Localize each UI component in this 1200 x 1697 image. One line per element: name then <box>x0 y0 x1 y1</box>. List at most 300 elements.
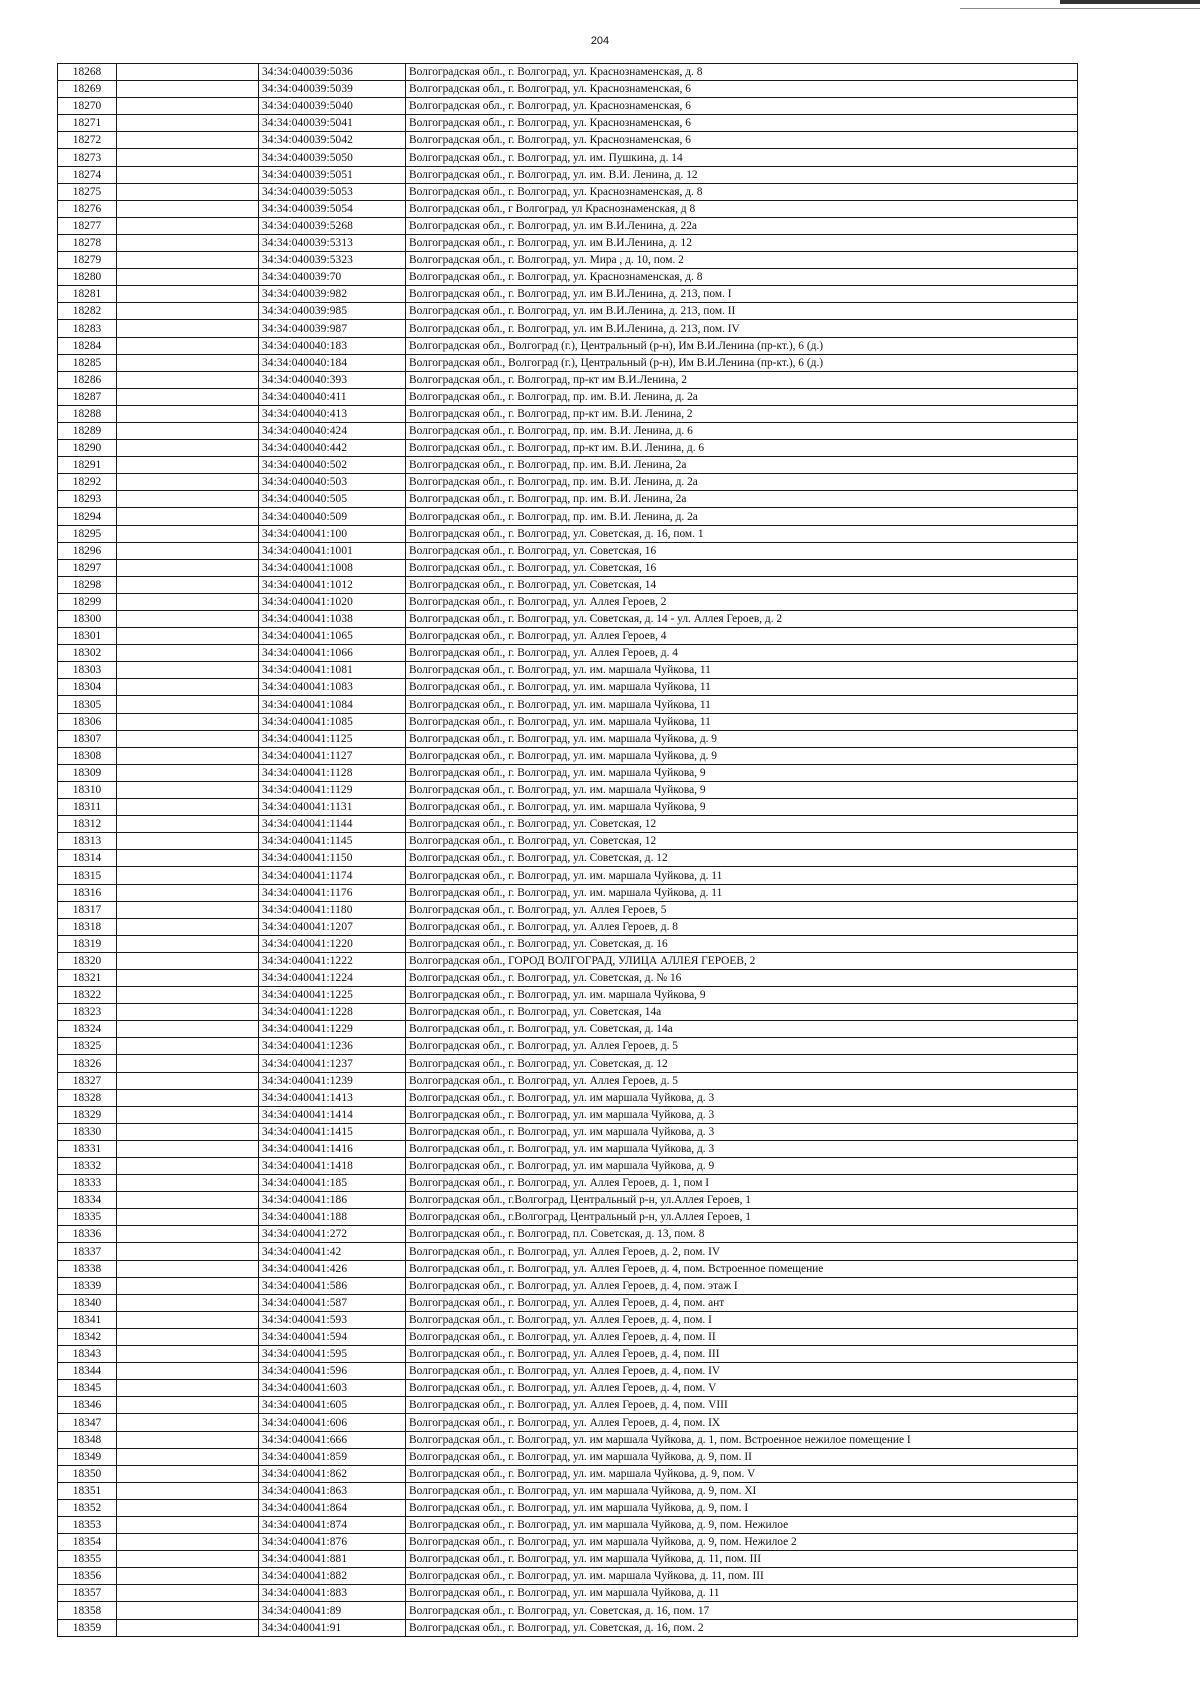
address-cell: Волгоградская обл., г. Волгоград, ул. им. маршала Чуйкова, 11 <box>406 662 1078 679</box>
empty-cell <box>117 987 259 1004</box>
table-row <box>58 1328 1078 1345</box>
cadastral-number-cell: 34:34:040041:876 <box>259 1534 406 1551</box>
row-number-cell: 18353 <box>58 1516 117 1533</box>
table-row <box>58 1397 1078 1414</box>
address-cell: Волгоградская обл., г. Волгоград, ул. Аллея Героев, 2 <box>406 593 1078 610</box>
address-cell: Волгоградская обл., ГОРОД ВОЛГОГРАД, УЛИЦА АЛЛЕЯ ГЕРОЕВ, 2 <box>406 952 1078 969</box>
table-row <box>58 1140 1078 1157</box>
table-row <box>58 559 1078 576</box>
address-cell: Волгоградская обл., г. Волгоград, ул. Краснознаменская, 6 <box>406 81 1078 98</box>
cadastral-number-cell: 34:34:040041:882 <box>259 1568 406 1585</box>
empty-cell <box>117 457 259 474</box>
row-number-cell: 18329 <box>58 1106 117 1123</box>
address-cell: Волгоградская обл., г. Волгоград, ул. Советская, 12 <box>406 816 1078 833</box>
cadastral-number-cell: 34:34:040041:1220 <box>259 935 406 952</box>
row-number-cell: 18312 <box>58 816 117 833</box>
table-row <box>58 1158 1078 1175</box>
cadastral-number-cell: 34:34:040041:1084 <box>259 696 406 713</box>
row-number-cell: 18270 <box>58 98 117 115</box>
empty-cell <box>117 1055 259 1072</box>
row-number-cell: 18356 <box>58 1568 117 1585</box>
empty-cell <box>117 1038 259 1055</box>
address-cell: Волгоградская обл., г. Волгоград, ул. им. маршала Чуйкова, 9 <box>406 764 1078 781</box>
cadastral-number-cell: 34:34:040041:1012 <box>259 576 406 593</box>
empty-cell <box>117 713 259 730</box>
empty-cell <box>117 850 259 867</box>
table-row <box>58 1534 1078 1551</box>
row-number-cell: 18323 <box>58 1004 117 1021</box>
address-cell: Волгоградская обл., г. Волгоград, ул. им. маршала Чуйкова, 11 <box>406 713 1078 730</box>
table-row <box>58 1055 1078 1072</box>
table-row <box>58 1311 1078 1328</box>
address-cell: Волгоградская обл., г. Волгоград, ул. им маршала Чуйкова, д. 9, пом. Нежилое 2 <box>406 1534 1078 1551</box>
table-row <box>58 337 1078 354</box>
cadastral-number-cell: 34:34:040040:505 <box>259 491 406 508</box>
address-cell: Волгоградская обл., г. Волгоград, ул. Аллея Героев, д. 8 <box>406 918 1078 935</box>
row-number-cell: 18303 <box>58 662 117 679</box>
empty-cell <box>117 542 259 559</box>
empty-cell <box>117 1123 259 1140</box>
table-row <box>58 576 1078 593</box>
address-cell: Волгоградская обл., г. Волгоград, ул. Аллея Героев, д. 4, пом. VIII <box>406 1397 1078 1414</box>
address-cell: Волгоградская обл., г. Волгоград, пр-кт им. В.И. Ленина, д. 6 <box>406 440 1078 457</box>
table-row <box>58 1106 1078 1123</box>
address-cell: Волгоградская обл., г. Волгоград, ул. им. маршала Чуйкова, д. 11, пом. III <box>406 1568 1078 1585</box>
empty-cell <box>117 781 259 798</box>
row-number-cell: 18351 <box>58 1482 117 1499</box>
empty-cell <box>117 1619 259 1636</box>
row-number-cell: 18334 <box>58 1192 117 1209</box>
empty-cell <box>117 662 259 679</box>
cadastral-number-cell: 34:34:040041:1236 <box>259 1038 406 1055</box>
empty-cell <box>117 132 259 149</box>
address-cell: Волгоградская обл., г. Волгоград, ул. им. маршала Чуйкова, д. 11 <box>406 884 1078 901</box>
cadastral-number-cell: 34:34:040041:91 <box>259 1619 406 1636</box>
empty-cell <box>117 1346 259 1363</box>
table-row <box>58 764 1078 781</box>
empty-cell <box>117 918 259 935</box>
row-number-cell: 18336 <box>58 1226 117 1243</box>
empty-cell <box>117 1004 259 1021</box>
table-row <box>58 1038 1078 1055</box>
table-row <box>58 679 1078 696</box>
address-cell: Волгоградская обл., г. Волгоград, пр. им. В.И. Ленина, д. 2а <box>406 388 1078 405</box>
cadastral-number-cell: 34:34:040041:1145 <box>259 833 406 850</box>
empty-cell <box>117 303 259 320</box>
cadastral-number-cell: 34:34:040041:594 <box>259 1328 406 1345</box>
row-number-cell: 18331 <box>58 1140 117 1157</box>
cadastral-number-cell: 34:34:040041:587 <box>259 1294 406 1311</box>
empty-cell <box>117 252 259 269</box>
address-cell: Волгоградская обл., г. Волгоград, ул. Советская, 14 <box>406 576 1078 593</box>
cadastral-number-cell: 34:34:040041:1008 <box>259 559 406 576</box>
row-number-cell: 18268 <box>58 64 117 81</box>
empty-cell <box>117 491 259 508</box>
empty-cell <box>117 388 259 405</box>
empty-cell <box>117 1465 259 1482</box>
row-number-cell: 18283 <box>58 320 117 337</box>
table-row <box>58 1465 1078 1482</box>
address-cell: Волгоградская обл., г. Волгоград, ул. им В.И.Ленина, д. 213, пом. II <box>406 303 1078 320</box>
table-row <box>58 1260 1078 1277</box>
table-row <box>58 1209 1078 1226</box>
empty-cell <box>117 1158 259 1175</box>
address-cell: Волгоградская обл., г. Волгоград, ул. им маршала Чуйкова, д. 9, пом. I <box>406 1499 1078 1516</box>
table-row <box>58 1448 1078 1465</box>
address-cell: Волгоградская обл., г. Волгоград, ул. Аллея Героев, д. 4, пом. ант <box>406 1294 1078 1311</box>
table-row <box>58 1072 1078 1089</box>
row-number-cell: 18346 <box>58 1397 117 1414</box>
table-row <box>58 1482 1078 1499</box>
row-number-cell: 18324 <box>58 1021 117 1038</box>
empty-cell <box>117 1192 259 1209</box>
empty-cell <box>117 679 259 696</box>
row-number-cell: 18313 <box>58 833 117 850</box>
table-row <box>58 884 1078 901</box>
empty-cell <box>117 1397 259 1414</box>
table-row <box>58 303 1078 320</box>
row-number-cell: 18297 <box>58 559 117 576</box>
cadastral-number-cell: 34:34:040041:1085 <box>259 713 406 730</box>
table-row <box>58 542 1078 559</box>
cadastral-number-cell: 34:34:040041:1207 <box>259 918 406 935</box>
table-row <box>58 422 1078 439</box>
table-row <box>58 593 1078 610</box>
empty-cell <box>117 593 259 610</box>
address-cell: Волгоградская обл., г. Волгоград, ул. им. маршала Чуйкова, 11 <box>406 679 1078 696</box>
row-number-cell: 18294 <box>58 508 117 525</box>
empty-cell <box>117 166 259 183</box>
address-cell: Волгоградская обл., г. Волгоград, ул. Аллея Героев, д. 4, пом. IX <box>406 1414 1078 1431</box>
cadastral-number-cell: 34:34:040041:1239 <box>259 1072 406 1089</box>
table-row <box>58 474 1078 491</box>
row-number-cell: 18328 <box>58 1089 117 1106</box>
empty-cell <box>117 64 259 81</box>
cadastral-number-cell: 34:34:040041:1228 <box>259 1004 406 1021</box>
row-number-cell: 18300 <box>58 611 117 628</box>
row-number-cell: 18273 <box>58 149 117 166</box>
address-cell: Волгоградская обл., г.Волгоград, Центральный р-н, ул.Аллея Героев, 1 <box>406 1192 1078 1209</box>
table-row <box>58 662 1078 679</box>
cadastral-number-cell: 34:34:040041:100 <box>259 525 406 542</box>
row-number-cell: 18296 <box>58 542 117 559</box>
cadastral-number-cell: 34:34:040041:1131 <box>259 799 406 816</box>
cadastral-number-cell: 34:34:040040:509 <box>259 508 406 525</box>
empty-cell <box>117 115 259 132</box>
row-number-cell: 18274 <box>58 166 117 183</box>
row-number-cell: 18290 <box>58 440 117 457</box>
row-number-cell: 18269 <box>58 81 117 98</box>
address-cell: Волгоградская обл., г. Волгоград, ул. Советская, д. 14 - ул. Аллея Героев, д. 2 <box>406 611 1078 628</box>
row-number-cell: 18284 <box>58 337 117 354</box>
cadastral-number-cell: 34:34:040039:5040 <box>259 98 406 115</box>
empty-cell <box>117 525 259 542</box>
cadastral-number-cell: 34:34:040039:5053 <box>259 183 406 200</box>
row-number-cell: 18321 <box>58 969 117 986</box>
row-number-cell: 18307 <box>58 730 117 747</box>
row-number-cell: 18272 <box>58 132 117 149</box>
empty-cell <box>117 440 259 457</box>
empty-cell <box>117 935 259 952</box>
row-number-cell: 18287 <box>58 388 117 405</box>
address-cell: Волгоградская обл., г. Волгоград, ул. им. маршала Чуйкова, 9 <box>406 781 1078 798</box>
table-row <box>58 405 1078 422</box>
table-row <box>58 1431 1078 1448</box>
cadastral-number-cell: 34:34:040041:1176 <box>259 884 406 901</box>
cadastral-number-cell: 34:34:040041:864 <box>259 1499 406 1516</box>
row-number-cell: 18354 <box>58 1534 117 1551</box>
address-cell: Волгоградская обл., Волгоград (г.), Центральный (р-н), Им В.И.Ленина (пр-кт.), 6 (д.) <box>406 354 1078 371</box>
address-cell: Волгоградская обл., г. Волгоград, ул. Советская, д. 16, пом. 2 <box>406 1619 1078 1636</box>
empty-cell <box>117 1534 259 1551</box>
table-row <box>58 1516 1078 1533</box>
empty-cell <box>117 1294 259 1311</box>
cadastral-number-cell: 34:34:040039:5050 <box>259 149 406 166</box>
cadastral-number-cell: 34:34:040041:1415 <box>259 1123 406 1140</box>
table-row <box>58 696 1078 713</box>
address-cell: Волгоградская обл., г. Волгоград, ул. Аллея Героев, д. 4, пом. III <box>406 1346 1078 1363</box>
empty-cell <box>117 1380 259 1397</box>
row-number-cell: 18271 <box>58 115 117 132</box>
address-cell: Волгоградская обл., г. Волгоград, ул. им В.И.Ленина, д. 22а <box>406 217 1078 234</box>
empty-cell <box>117 320 259 337</box>
empty-cell <box>117 952 259 969</box>
cadastral-number-cell: 34:34:040040:183 <box>259 337 406 354</box>
scan-edge-line <box>960 8 1200 9</box>
cadastral-number-cell: 34:34:040040:393 <box>259 371 406 388</box>
address-cell: Волгоградская обл., г. Волгоград, ул. им маршала Чуйкова, д. 3 <box>406 1140 1078 1157</box>
empty-cell <box>117 833 259 850</box>
row-number-cell: 18355 <box>58 1551 117 1568</box>
address-cell: Волгоградская обл., г Волгоград, ул Краснознаменская, д 8 <box>406 200 1078 217</box>
empty-cell <box>117 611 259 628</box>
empty-cell <box>117 1021 259 1038</box>
empty-cell <box>117 371 259 388</box>
table-row <box>58 1568 1078 1585</box>
row-number-cell: 18345 <box>58 1380 117 1397</box>
cadastral-number-cell: 34:34:040041:272 <box>259 1226 406 1243</box>
table-row <box>58 166 1078 183</box>
table-row <box>58 457 1078 474</box>
row-number-cell: 18337 <box>58 1243 117 1260</box>
empty-cell <box>117 354 259 371</box>
row-number-cell: 18347 <box>58 1414 117 1431</box>
table-row <box>58 115 1078 132</box>
row-number-cell: 18344 <box>58 1363 117 1380</box>
address-cell: Волгоградская обл., г. Волгоград, ул. Аллея Героев, д. 4 <box>406 645 1078 662</box>
cadastral-number-cell: 34:34:040040:442 <box>259 440 406 457</box>
table-row <box>58 1192 1078 1209</box>
cadastral-number-cell: 34:34:040041:595 <box>259 1346 406 1363</box>
empty-cell <box>117 1106 259 1123</box>
empty-cell <box>117 234 259 251</box>
empty-cell <box>117 286 259 303</box>
table-row <box>58 1346 1078 1363</box>
table-row <box>58 1123 1078 1140</box>
address-cell: Волгоградская обл., г. Волгоград, ул. Аллея Героев, д. 4, пом. этаж I <box>406 1277 1078 1294</box>
cadastral-number-cell: 34:34:040040:411 <box>259 388 406 405</box>
address-cell: Волгоградская обл., г. Волгоград, ул. Краснознаменская, д. 8 <box>406 269 1078 286</box>
cadastral-number-cell: 34:34:040041:188 <box>259 1209 406 1226</box>
table-row <box>58 1619 1078 1636</box>
address-cell: Волгоградская обл., г. Волгоград, пр. им. В.И. Ленина, д. 6 <box>406 422 1078 439</box>
table-row <box>58 1380 1078 1397</box>
address-cell: Волгоградская обл., г. Волгоград, ул. Краснознаменская, д. 8 <box>406 64 1078 81</box>
row-number-cell: 18341 <box>58 1311 117 1328</box>
address-cell: Волгоградская обл., г. Волгоград, ул. Аллея Героев, 4 <box>406 628 1078 645</box>
row-number-cell: 18338 <box>58 1260 117 1277</box>
row-number-cell: 18325 <box>58 1038 117 1055</box>
empty-cell <box>117 816 259 833</box>
empty-cell <box>117 1363 259 1380</box>
address-cell: Волгоградская обл., г. Волгоград, ул. им. В.И. Ленина, д. 12 <box>406 166 1078 183</box>
empty-cell <box>117 1089 259 1106</box>
cadastral-number-cell: 34:34:040041:1144 <box>259 816 406 833</box>
address-cell: Волгоградская обл., г. Волгоград, ул. им маршала Чуйкова, д. 11 <box>406 1585 1078 1602</box>
cadastral-number-cell: 34:34:040041:593 <box>259 1311 406 1328</box>
table-row <box>58 1243 1078 1260</box>
table-row <box>58 1175 1078 1192</box>
cadastral-number-cell: 34:34:040041:859 <box>259 1448 406 1465</box>
table-row <box>58 799 1078 816</box>
empty-cell <box>117 696 259 713</box>
empty-cell <box>117 1328 259 1345</box>
address-cell: Волгоградская обл., г. Волгоград, ул. Советская, 16 <box>406 542 1078 559</box>
row-number-cell: 18327 <box>58 1072 117 1089</box>
table-row <box>58 252 1078 269</box>
cadastral-number-cell: 34:34:040041:1225 <box>259 987 406 1004</box>
address-cell: Волгоградская обл., г. Волгоград, ул. Краснознаменская, 6 <box>406 132 1078 149</box>
table-row <box>58 935 1078 952</box>
address-cell: Волгоградская обл., г. Волгоград, ул. им. маршала Чуйкова, д. 9, пом. V <box>406 1465 1078 1482</box>
address-cell: Волгоградская обл., г. Волгоград, ул. Аллея Героев, д. 4, пом. IV <box>406 1363 1078 1380</box>
address-cell: Волгоградская обл., г. Волгоград, ул. Краснознаменская, д. 8 <box>406 183 1078 200</box>
row-number-cell: 18350 <box>58 1465 117 1482</box>
cadastral-number-cell: 34:34:040041:1222 <box>259 952 406 969</box>
empty-cell <box>117 576 259 593</box>
table-row <box>58 388 1078 405</box>
cadastral-number-cell: 34:34:040040:413 <box>259 405 406 422</box>
empty-cell <box>117 183 259 200</box>
table-row <box>58 269 1078 286</box>
table-row <box>58 234 1078 251</box>
address-cell: Волгоградская обл., г. Волгоград, ул. им. маршала Чуйкова, 9 <box>406 987 1078 1004</box>
table-row <box>58 354 1078 371</box>
cadastral-number-cell: 34:34:040041:603 <box>259 1380 406 1397</box>
empty-cell <box>117 1140 259 1157</box>
address-cell: Волгоградская обл., г. Волгоград, ул. им маршала Чуйкова, д. 3 <box>406 1089 1078 1106</box>
cadastral-number-cell: 34:34:040041:1081 <box>259 662 406 679</box>
empty-cell <box>117 149 259 166</box>
row-number-cell: 18320 <box>58 952 117 969</box>
address-cell: Волгоградская обл., г. Волгоград, ул. Аллея Героев, д. 4, пом. I <box>406 1311 1078 1328</box>
row-number-cell: 18289 <box>58 422 117 439</box>
row-number-cell: 18316 <box>58 884 117 901</box>
row-number-cell: 18295 <box>58 525 117 542</box>
cadastral-register-table <box>57 63 1078 1637</box>
row-number-cell: 18322 <box>58 987 117 1004</box>
address-cell: Волгоградская обл., г. Волгоград, ул. Аллея Героев, д. 4, пом. II <box>406 1328 1078 1345</box>
row-number-cell: 18292 <box>58 474 117 491</box>
row-number-cell: 18301 <box>58 628 117 645</box>
cadastral-number-cell: 34:34:040041:1065 <box>259 628 406 645</box>
address-cell: Волгоградская обл., г. Волгоград, ул. им. Пушкина, д. 14 <box>406 149 1078 166</box>
address-cell: Волгоградская обл., г. Волгоград, ул. Советская, 12 <box>406 833 1078 850</box>
row-number-cell: 18280 <box>58 269 117 286</box>
cadastral-number-cell: 34:34:040041:1066 <box>259 645 406 662</box>
cadastral-number-cell: 34:34:040039:70 <box>259 269 406 286</box>
address-cell: Волгоградская обл., г. Волгоград, ул. им В.И.Ленина, д. 213, пом. IV <box>406 320 1078 337</box>
table-row <box>58 1226 1078 1243</box>
empty-cell <box>117 200 259 217</box>
row-number-cell: 18299 <box>58 593 117 610</box>
address-cell: Волгоградская обл., г. Волгоград, ул. им маршала Чуйкова, д. 9 <box>406 1158 1078 1175</box>
address-cell: Волгоградская обл., г. Волгоград, ул. им маршала Чуйкова, д. 11, пом. III <box>406 1551 1078 1568</box>
cadastral-number-cell: 34:34:040041:883 <box>259 1585 406 1602</box>
address-cell: Волгоградская обл., г. Волгоград, ул. Советская, д. 16, пом. 17 <box>406 1602 1078 1619</box>
row-number-cell: 18293 <box>58 491 117 508</box>
cadastral-number-cell: 34:34:040040:424 <box>259 422 406 439</box>
empty-cell <box>117 508 259 525</box>
row-number-cell: 18349 <box>58 1448 117 1465</box>
address-cell: Волгоградская обл., г. Волгоград, пр. им. В.И. Ленина, д. 2а <box>406 508 1078 525</box>
address-cell: Волгоградская обл., г. Волгоград, ул. им маршала Чуйкова, д. 9, пом. XI <box>406 1482 1078 1499</box>
row-number-cell: 18304 <box>58 679 117 696</box>
address-cell: Волгоградская обл., г. Волгоград, пр. им. В.И. Ленина, д. 2а <box>406 474 1078 491</box>
row-number-cell: 18288 <box>58 405 117 422</box>
table-row <box>58 1414 1078 1431</box>
cadastral-number-cell: 34:34:040041:1001 <box>259 542 406 559</box>
address-cell: Волгоградская обл., г.Волгоград, Центральный р-н, ул.Аллея Героев, 1 <box>406 1209 1078 1226</box>
address-cell: Волгоградская обл., г. Волгоград, ул. Советская, д. 12 <box>406 1055 1078 1072</box>
address-cell: Волгоградская обл., г. Волгоград, пр. им. В.И. Ленина, 2а <box>406 491 1078 508</box>
address-cell: Волгоградская обл., г. Волгоград, пл. Советская, д. 13, пом. 8 <box>406 1226 1078 1243</box>
row-number-cell: 18319 <box>58 935 117 952</box>
row-number-cell: 18306 <box>58 713 117 730</box>
empty-cell <box>117 1277 259 1294</box>
table-row <box>58 320 1078 337</box>
row-number-cell: 18309 <box>58 764 117 781</box>
address-cell: Волгоградская обл., г. Волгоград, ул. Аллея Героев, д. 2, пом. IV <box>406 1243 1078 1260</box>
table-row <box>58 440 1078 457</box>
cadastral-number-cell: 34:34:040041:862 <box>259 1465 406 1482</box>
empty-cell <box>117 747 259 764</box>
row-number-cell: 18291 <box>58 457 117 474</box>
empty-cell <box>117 269 259 286</box>
row-number-cell: 18285 <box>58 354 117 371</box>
cadastral-number-cell: 34:34:040041:1020 <box>259 593 406 610</box>
table-row <box>58 217 1078 234</box>
empty-cell <box>117 645 259 662</box>
page-number: 204 <box>590 35 610 47</box>
table-row <box>58 1363 1078 1380</box>
row-number-cell: 18333 <box>58 1175 117 1192</box>
row-number-cell: 18286 <box>58 371 117 388</box>
table-row <box>58 628 1078 645</box>
row-number-cell: 18278 <box>58 234 117 251</box>
row-number-cell: 18326 <box>58 1055 117 1072</box>
empty-cell <box>117 884 259 901</box>
row-number-cell: 18298 <box>58 576 117 593</box>
row-number-cell: 18357 <box>58 1585 117 1602</box>
row-number-cell: 18340 <box>58 1294 117 1311</box>
cadastral-number-cell: 34:34:040039:5313 <box>259 234 406 251</box>
table-row <box>58 1021 1078 1038</box>
scan-edge-mark <box>1060 0 1200 4</box>
table-row <box>58 81 1078 98</box>
empty-cell <box>117 1209 259 1226</box>
table-row <box>58 132 1078 149</box>
